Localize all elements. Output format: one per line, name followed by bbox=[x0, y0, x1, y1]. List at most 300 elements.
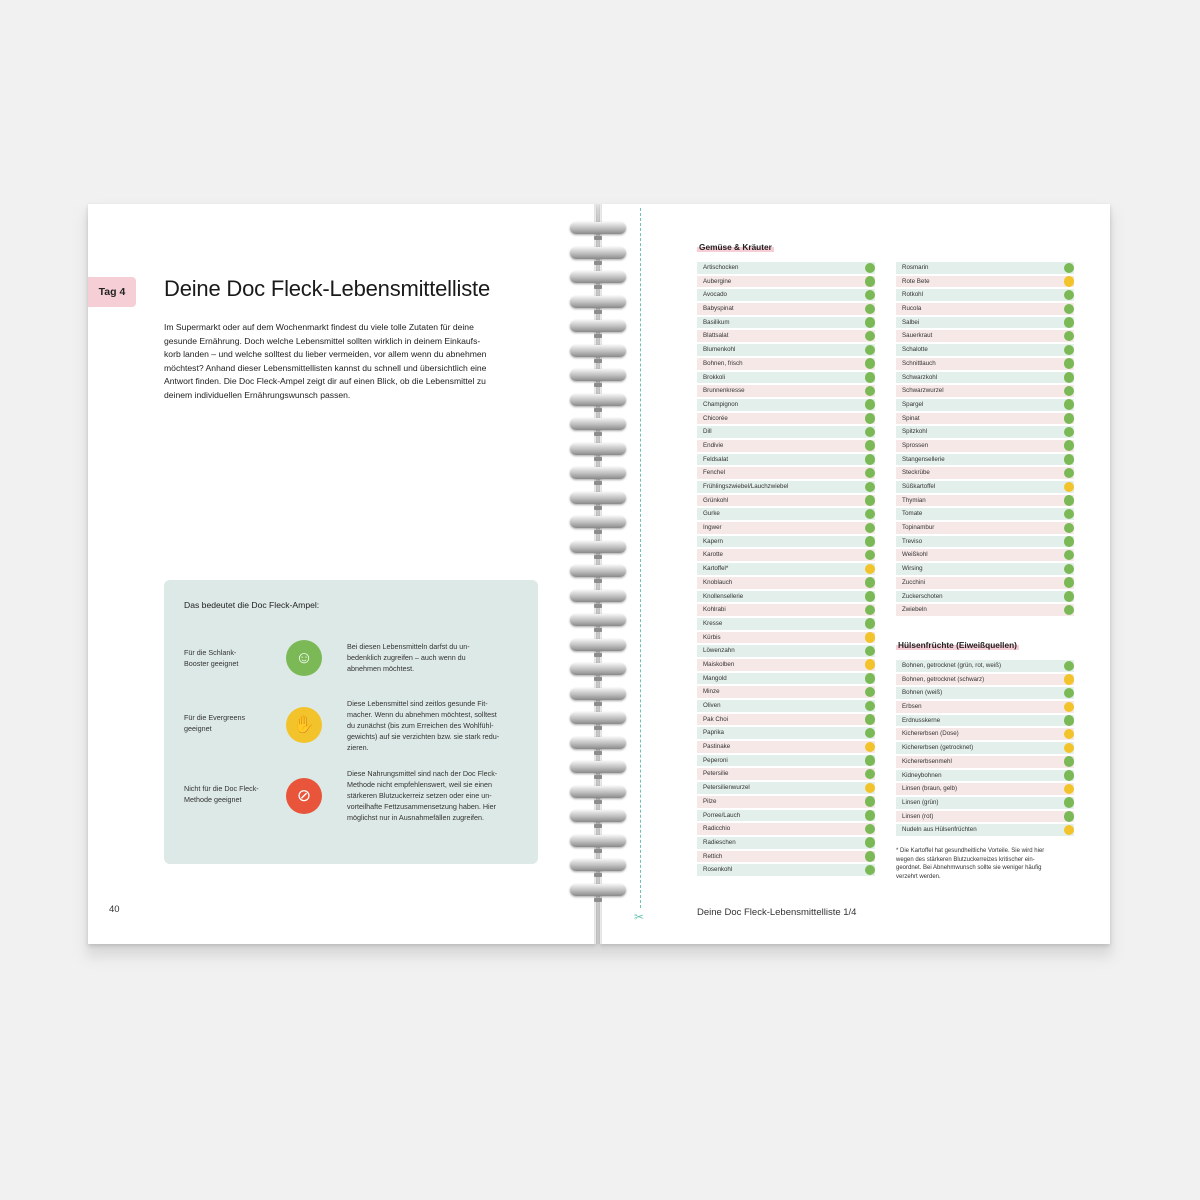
status-dot bbox=[865, 796, 876, 807]
status-dot bbox=[865, 399, 876, 410]
status-dot bbox=[1064, 317, 1075, 328]
traffic-light-legend bbox=[164, 580, 538, 864]
legend-desc-line: du zunächst (bis zum Erreichen des Wohlfühl- bbox=[347, 721, 494, 730]
status-dot bbox=[865, 824, 876, 835]
status-dot bbox=[865, 577, 876, 588]
food-name: Kresse bbox=[703, 619, 723, 627]
binding-hole bbox=[594, 751, 602, 755]
status-dot bbox=[1064, 386, 1075, 397]
status-dot bbox=[865, 331, 876, 342]
food-name: Kapern bbox=[703, 537, 723, 545]
food-name: Avocado bbox=[703, 291, 727, 299]
status-dot bbox=[865, 495, 876, 506]
status-dot bbox=[1064, 276, 1075, 287]
spiral-coil bbox=[570, 565, 626, 577]
food-row bbox=[697, 454, 875, 466]
food-row bbox=[896, 756, 1074, 768]
food-name: Treviso bbox=[902, 537, 923, 545]
status-dot bbox=[865, 427, 876, 438]
status-dot bbox=[865, 523, 876, 534]
page-title: Deine Doc Fleck-Lebensmittelliste bbox=[164, 276, 490, 301]
legend-desc-line: Methode nicht empfehlenswert, weil sie einen bbox=[347, 780, 493, 789]
spiral-coil bbox=[570, 737, 626, 749]
status-dot bbox=[1064, 605, 1075, 616]
food-row bbox=[697, 385, 875, 397]
status-dot bbox=[1064, 290, 1075, 301]
food-name: Chicorée bbox=[703, 414, 728, 422]
food-name: Feldsalat bbox=[703, 455, 729, 463]
status-dot bbox=[1064, 482, 1075, 493]
food-name: Basilikum bbox=[703, 318, 730, 326]
food-row bbox=[697, 591, 875, 603]
food-row bbox=[896, 262, 1074, 274]
status-dot bbox=[865, 769, 876, 780]
food-row bbox=[697, 618, 875, 630]
food-row bbox=[896, 536, 1074, 548]
status-dot bbox=[865, 701, 876, 712]
food-row bbox=[697, 632, 875, 644]
food-row bbox=[896, 522, 1074, 534]
binding-hole bbox=[594, 555, 602, 559]
intro-line: möchtest? Anhand dieser Lebensmittellisten kannst du schnell und übersichtlich eine bbox=[164, 362, 487, 373]
food-name: Fenchel bbox=[703, 469, 726, 477]
legend-title: Das bedeutet die Doc Fleck-Ampel: bbox=[184, 600, 320, 610]
status-dot bbox=[865, 865, 876, 876]
status-dot bbox=[865, 358, 876, 369]
intro-line: deinem individuellen Ernährungswunsch passen. bbox=[164, 389, 351, 400]
status-dot bbox=[1064, 331, 1075, 342]
intro-line: korb landen – und welche solltest du lieber vermeiden, vor allem wenn du abnehmen bbox=[164, 349, 487, 360]
status-dot bbox=[1064, 577, 1075, 588]
food-row bbox=[896, 413, 1074, 425]
food-row bbox=[896, 440, 1074, 452]
food-row bbox=[896, 385, 1074, 397]
food-name: Porree/Lauch bbox=[703, 811, 741, 819]
section-title-vegetables: Gemüse & Kräuter bbox=[699, 242, 772, 252]
food-name: Dill bbox=[703, 428, 712, 436]
binding-hole bbox=[594, 310, 602, 314]
food-row bbox=[896, 687, 1074, 699]
binding-hole bbox=[594, 677, 602, 681]
status-dot bbox=[865, 618, 876, 629]
food-name: Gurke bbox=[703, 510, 720, 518]
legend-desc-line: Diese Nahrungsmittel sind nach der Doc Fleck- bbox=[347, 769, 498, 778]
right-page bbox=[600, 204, 1110, 944]
intro-line: Antwort finden. Die Doc Fleck-Ampel zeigt dir auf einen Blick, ob die Lebensmittel zu bbox=[164, 376, 486, 387]
footnote bbox=[896, 847, 1086, 881]
food-row bbox=[697, 495, 875, 507]
status-dot bbox=[1064, 550, 1075, 561]
hand-icon: ✋ bbox=[286, 707, 322, 743]
legend-label bbox=[184, 712, 274, 734]
binding-hole bbox=[594, 408, 602, 412]
binding-hole bbox=[594, 628, 602, 632]
status-dot bbox=[1064, 770, 1075, 781]
food-name: Linsen (grün) bbox=[902, 798, 939, 806]
status-dot bbox=[865, 646, 876, 657]
status-dot bbox=[865, 810, 876, 821]
food-row bbox=[896, 495, 1074, 507]
food-name: Thymian bbox=[902, 496, 926, 504]
status-dot bbox=[1064, 743, 1075, 754]
food-row bbox=[697, 577, 875, 589]
food-row bbox=[896, 797, 1074, 809]
status-dot bbox=[1064, 661, 1075, 672]
food-name: Tomate bbox=[902, 510, 923, 518]
food-row bbox=[896, 563, 1074, 575]
status-dot bbox=[1064, 564, 1075, 575]
food-row bbox=[697, 317, 875, 329]
status-dot bbox=[1064, 729, 1075, 740]
spiral-coil bbox=[570, 810, 626, 822]
food-row bbox=[896, 728, 1074, 740]
status-dot bbox=[1064, 536, 1075, 547]
spiral-coil bbox=[570, 688, 626, 700]
spiral-coil bbox=[570, 443, 626, 455]
food-row bbox=[697, 837, 875, 849]
food-name: Süßkartoffel bbox=[902, 483, 936, 490]
food-name: Pak Choi bbox=[703, 715, 729, 723]
binding-hole bbox=[594, 800, 602, 804]
food-name: Blattsalat bbox=[703, 332, 729, 340]
food-row bbox=[896, 317, 1074, 329]
food-name: Wirsing bbox=[902, 565, 923, 573]
food-name: Kartoffel* bbox=[703, 565, 729, 573]
food-row bbox=[697, 276, 875, 288]
legend-description bbox=[347, 698, 515, 753]
legend-row-yellow bbox=[164, 698, 538, 768]
food-name: Kohlrabi bbox=[703, 606, 726, 614]
legend-label-line: Booster geeignet bbox=[184, 659, 239, 668]
binding-hole bbox=[594, 261, 602, 265]
binding-hole bbox=[594, 506, 602, 510]
status-dot bbox=[865, 345, 876, 356]
food-row bbox=[697, 467, 875, 479]
food-name: Erbsen bbox=[902, 703, 922, 711]
legend-label-line: Nicht für die Doc Fleck- bbox=[184, 784, 259, 793]
food-name: Kürbis bbox=[703, 633, 721, 641]
food-name: Linsen (braun, gelb) bbox=[902, 785, 958, 793]
legend-desc-line: vorteilhafte Fettzusammensetzung haben. Hier bbox=[347, 802, 497, 811]
binding-hole bbox=[594, 457, 602, 461]
food-name: Petersilie bbox=[703, 770, 729, 778]
food-name: Zwiebeln bbox=[902, 606, 927, 614]
spiral-coil bbox=[570, 296, 626, 308]
food-row bbox=[697, 741, 875, 753]
legend-desc-line: abnehmen möchtest. bbox=[347, 664, 415, 673]
status-dot bbox=[865, 509, 876, 520]
spiral-coil bbox=[570, 418, 626, 430]
status-dot bbox=[865, 755, 876, 766]
food-row bbox=[697, 413, 875, 425]
spiral-coil bbox=[570, 345, 626, 357]
food-row bbox=[896, 358, 1074, 370]
food-row bbox=[697, 303, 875, 315]
food-row bbox=[896, 467, 1074, 479]
food-row bbox=[896, 508, 1074, 520]
food-name: Endivie bbox=[703, 441, 724, 449]
food-row bbox=[697, 782, 875, 794]
food-row bbox=[896, 674, 1074, 686]
food-name: Blumenkohl bbox=[703, 346, 736, 354]
status-dot bbox=[865, 372, 876, 383]
food-name: Kichererbsen (Dose) bbox=[902, 730, 959, 738]
status-dot bbox=[865, 317, 876, 328]
food-name: Pastinake bbox=[703, 743, 731, 751]
food-row bbox=[697, 727, 875, 739]
status-dot bbox=[1064, 688, 1075, 699]
status-dot bbox=[865, 440, 876, 451]
legend-description bbox=[347, 768, 515, 823]
legend-label bbox=[184, 783, 274, 805]
status-dot bbox=[865, 728, 876, 739]
status-dot bbox=[1064, 454, 1075, 465]
food-row bbox=[697, 372, 875, 384]
status-dot bbox=[1064, 756, 1075, 767]
spiral-coil bbox=[570, 467, 626, 479]
food-row bbox=[896, 783, 1074, 795]
food-name: Nudeln aus Hülsenfrüchten bbox=[902, 826, 977, 834]
status-dot bbox=[1064, 523, 1075, 534]
status-dot bbox=[865, 276, 876, 287]
status-dot bbox=[865, 837, 876, 848]
food-name: Pilze bbox=[703, 797, 717, 805]
spiral-coil bbox=[570, 859, 626, 871]
food-row bbox=[697, 426, 875, 438]
food-name: Steckrübe bbox=[902, 469, 930, 477]
day-tag: Tag 4 bbox=[88, 277, 136, 307]
food-row bbox=[896, 276, 1074, 288]
spiral-coil bbox=[570, 271, 626, 283]
food-row bbox=[697, 262, 875, 274]
food-list-vegetables-col1 bbox=[697, 262, 875, 878]
status-dot bbox=[865, 605, 876, 616]
food-name: Weißkohl bbox=[902, 551, 928, 559]
status-dot bbox=[865, 468, 876, 479]
status-dot bbox=[1064, 702, 1075, 713]
food-row bbox=[896, 481, 1074, 493]
binding-hole bbox=[594, 604, 602, 608]
binding-hole bbox=[594, 726, 602, 730]
status-dot bbox=[865, 742, 876, 753]
food-row bbox=[697, 755, 875, 767]
food-name: Schnittlauch bbox=[902, 359, 936, 367]
binding-hole bbox=[594, 849, 602, 853]
binding-hole bbox=[594, 530, 602, 534]
spiral-coil bbox=[570, 639, 626, 651]
food-row bbox=[697, 796, 875, 808]
food-row bbox=[697, 481, 875, 493]
food-list-vegetables-col2 bbox=[896, 262, 1074, 618]
food-name: Kidneybohnen bbox=[902, 771, 942, 779]
footnote-line: geordnet. Bei Abnehmwunsch sollte sie weniger häufig bbox=[896, 865, 1042, 872]
food-name: Peperoni bbox=[703, 756, 728, 764]
footnote-line: wegen des stärkeren Blutzuckerreizes kritischer ein- bbox=[896, 856, 1035, 863]
food-name: Petersilienwurzel bbox=[703, 784, 750, 792]
status-dot bbox=[1064, 825, 1075, 836]
status-dot bbox=[865, 482, 876, 493]
status-dot bbox=[1064, 811, 1075, 822]
spiral-coil bbox=[570, 541, 626, 553]
food-row bbox=[697, 330, 875, 342]
food-name: Mangold bbox=[703, 674, 727, 682]
food-row bbox=[697, 864, 875, 876]
spiral-coil bbox=[570, 712, 626, 724]
legend-label-line: geeignet bbox=[184, 724, 212, 733]
status-dot bbox=[1064, 784, 1075, 795]
food-row bbox=[697, 659, 875, 671]
food-name: Artischocken bbox=[703, 264, 739, 271]
status-dot bbox=[1064, 591, 1075, 602]
legend-desc-line: möglichst nur in Ausnahmefällen zugreifen. bbox=[347, 813, 485, 822]
food-row bbox=[896, 344, 1074, 356]
food-name: Grünkohl bbox=[703, 496, 729, 504]
food-row bbox=[697, 851, 875, 863]
page-number: 40 bbox=[109, 904, 120, 915]
food-name: Rosenkohl bbox=[703, 866, 733, 874]
legend-desc-line: gewichts) auf sie verzichten bzw. sie stark redu- bbox=[347, 732, 500, 741]
status-dot bbox=[1064, 304, 1075, 315]
food-row bbox=[896, 742, 1074, 754]
food-name: Sauerkraut bbox=[902, 332, 933, 340]
status-dot bbox=[865, 783, 876, 794]
spiral-coil bbox=[570, 884, 626, 896]
food-row bbox=[697, 344, 875, 356]
binding-hole bbox=[594, 653, 602, 657]
food-name: Karotte bbox=[703, 551, 723, 559]
food-name: Rettich bbox=[703, 852, 723, 860]
footnote-line: * Die Kartoffel hat gesundheitliche Vorteile. Sie wird hier bbox=[896, 848, 1045, 854]
binding-hole bbox=[594, 359, 602, 363]
status-dot bbox=[1064, 674, 1075, 685]
status-dot bbox=[1064, 509, 1075, 520]
binding-hole bbox=[594, 824, 602, 828]
food-name: Salbei bbox=[902, 318, 920, 326]
food-name: Brunnenkresse bbox=[703, 387, 745, 395]
food-row bbox=[697, 700, 875, 712]
food-row bbox=[697, 549, 875, 561]
status-dot bbox=[1064, 345, 1075, 356]
food-name: Minze bbox=[703, 688, 720, 696]
food-name: Schwarzwurzel bbox=[902, 387, 944, 395]
food-row bbox=[697, 768, 875, 780]
status-dot bbox=[865, 659, 876, 670]
status-dot bbox=[865, 564, 876, 575]
legend-label-line: Für die Schlank- bbox=[184, 648, 237, 657]
scissors-icon: ✂ bbox=[634, 910, 645, 924]
footnote-line: verzehrt werden. bbox=[896, 873, 941, 880]
food-name: Knoblauch bbox=[703, 578, 733, 586]
food-name: Rucola bbox=[902, 305, 922, 313]
food-row bbox=[896, 303, 1074, 315]
intro-line: gesunde Ernährung. Doch welche Lebensmittel sollten wirklich in deinem Einkaufs- bbox=[164, 335, 481, 346]
legend-desc-line: bedenklich zugreifen – auch wenn du bbox=[347, 653, 466, 662]
food-row bbox=[697, 358, 875, 370]
cut-line bbox=[640, 208, 641, 908]
food-name: Radicchio bbox=[703, 825, 731, 833]
food-row bbox=[697, 522, 875, 534]
status-dot bbox=[1064, 797, 1075, 808]
food-name: Babyspinat bbox=[703, 305, 734, 313]
food-row bbox=[697, 508, 875, 520]
food-name: Bohnen (weiß) bbox=[902, 689, 943, 697]
food-row bbox=[896, 577, 1074, 589]
status-dot bbox=[865, 263, 876, 274]
food-name: Löwenzahn bbox=[703, 647, 735, 655]
section-title-legumes: Hülsenfrüchte (Eiweißquellen) bbox=[898, 640, 1017, 650]
food-name: Erdnusskerne bbox=[902, 716, 941, 724]
binding-hole bbox=[594, 579, 602, 583]
food-name: Bohnen, frisch bbox=[703, 359, 743, 367]
status-dot bbox=[865, 687, 876, 698]
food-row bbox=[697, 686, 875, 698]
legend-label bbox=[184, 647, 274, 669]
legend-description bbox=[347, 641, 515, 674]
food-row bbox=[896, 770, 1074, 782]
binding-hole bbox=[594, 285, 602, 289]
binding-hole bbox=[594, 481, 602, 485]
binding-hole bbox=[594, 775, 602, 779]
food-name: Champignon bbox=[703, 400, 739, 408]
food-name: Schwarzkohl bbox=[902, 373, 938, 381]
spiral-coil bbox=[570, 614, 626, 626]
food-row bbox=[697, 289, 875, 301]
food-row bbox=[697, 810, 875, 822]
status-dot bbox=[1064, 399, 1075, 410]
legend-desc-line: Bei diesen Lebensmitteln darfst du un- bbox=[347, 642, 470, 651]
spiral-coil bbox=[570, 835, 626, 847]
spiral-coil bbox=[570, 320, 626, 332]
legend-desc-line: zieren. bbox=[347, 743, 369, 752]
status-dot bbox=[865, 673, 876, 684]
binding-hole bbox=[594, 898, 602, 902]
status-dot bbox=[1064, 715, 1075, 726]
food-row bbox=[697, 604, 875, 616]
food-name: Kichererbsenmehl bbox=[902, 757, 952, 765]
status-dot bbox=[865, 536, 876, 547]
food-row bbox=[896, 824, 1074, 836]
intro-paragraph bbox=[164, 321, 532, 403]
page-footer: Deine Doc Fleck-Lebensmittelliste 1/4 bbox=[697, 907, 857, 918]
food-row bbox=[697, 563, 875, 575]
binding-hole bbox=[594, 873, 602, 877]
food-row bbox=[697, 714, 875, 726]
food-row bbox=[697, 673, 875, 685]
food-name: Oliven bbox=[703, 702, 721, 709]
food-row bbox=[896, 660, 1074, 672]
spiral-coil bbox=[570, 492, 626, 504]
food-name: Zuckerschoten bbox=[902, 592, 943, 600]
status-dot bbox=[865, 454, 876, 465]
food-row bbox=[697, 399, 875, 411]
spiral-coil bbox=[570, 761, 626, 773]
left-page bbox=[88, 204, 596, 944]
food-row bbox=[896, 426, 1074, 438]
food-row bbox=[697, 823, 875, 835]
status-dot bbox=[865, 591, 876, 602]
status-dot bbox=[865, 386, 876, 397]
legend-row-green bbox=[164, 634, 538, 704]
food-row bbox=[896, 372, 1074, 384]
food-row bbox=[896, 604, 1074, 616]
food-name: Radieschen bbox=[703, 838, 736, 846]
status-dot bbox=[865, 632, 876, 643]
intro-line: Im Supermarkt oder auf dem Wochenmarkt findest du viele tolle Zutaten für deine bbox=[164, 322, 474, 332]
status-dot bbox=[1064, 427, 1075, 438]
status-dot bbox=[865, 714, 876, 725]
spiral-coil bbox=[570, 590, 626, 602]
spiral-coil bbox=[570, 222, 626, 234]
